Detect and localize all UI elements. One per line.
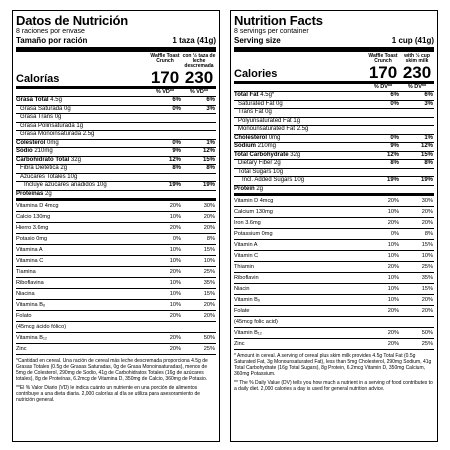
- vitamin-name: Niacina: [16, 291, 35, 297]
- dv-cereal: 6%: [390, 92, 399, 98]
- vitamin-row: [16, 223, 216, 234]
- nutrient-amount: 0g: [265, 109, 272, 115]
- dv-cereal: 0%: [390, 100, 399, 107]
- nutrient-amount: 10g: [67, 173, 78, 180]
- nutrient-name: [16, 182, 148, 190]
- dv-cereal: 20%: [169, 269, 181, 275]
- calories-label: Calories: [234, 68, 278, 80]
- dv-cereal: 10%: [169, 258, 181, 264]
- nutrient-label: Grasa Polinsaturada: [20, 122, 75, 129]
- dv-cereal: 20%: [387, 198, 399, 204]
- dv-with-milk: 20%: [203, 313, 215, 319]
- column-header-cereal: Waffle Toast Crunch: [368, 53, 398, 64]
- dv-cereal: 12%: [386, 151, 399, 158]
- nutrient-name: [16, 131, 148, 139]
- dv-cereal: 19%: [386, 177, 399, 183]
- nutrient-row: [234, 118, 434, 127]
- column-header-with-milk: with ½ cup skim milk: [404, 53, 430, 64]
- vitamin-name: Iron 3.6mg: [234, 220, 261, 226]
- nutrient-label: Carbohidrato Total: [16, 156, 70, 163]
- dv-with-milk: 20%: [203, 302, 215, 308]
- dv-with-milk: 8%: [206, 236, 215, 242]
- calories-cereal: 170: [150, 68, 180, 87]
- dv-cereal: 20%: [387, 341, 399, 347]
- nutrient-row: [16, 191, 216, 202]
- vitamin-name: Folato: [16, 313, 32, 319]
- serving-size-label: Serving size: [234, 36, 281, 45]
- dv-cereal: 0%: [172, 139, 181, 146]
- dv-with-milk: 15%: [203, 247, 215, 253]
- dv-with-milk: 20%: [203, 214, 215, 220]
- dv-cereal: 0%: [390, 134, 399, 141]
- vitamin-row: [234, 196, 434, 207]
- calories-row: [16, 69, 216, 89]
- dv-with-milk: 1%: [424, 134, 433, 141]
- dv-cereal: 12%: [168, 156, 181, 163]
- nutrient-amount: 210mg: [34, 148, 53, 154]
- nutrient-label: Monounsaturated Fat: [238, 126, 296, 132]
- dv-with-milk: 20%: [203, 225, 215, 231]
- vitamin-name: Calcium 130mg: [234, 209, 273, 215]
- vitamin-row: [16, 212, 216, 223]
- dv-with-milk: 15%: [421, 286, 433, 292]
- vitamin-name: Vitamin A: [234, 242, 258, 248]
- nutrient-label: Total Fat: [234, 92, 259, 98]
- dv-cereal: 20%: [387, 308, 399, 314]
- dv-with-milk: 3%: [424, 100, 433, 107]
- vitamin-row: [16, 256, 216, 267]
- dv-cereal: 10%: [387, 286, 399, 292]
- dv-header-cereal: % VD**: [155, 89, 175, 95]
- dv-with-milk: 20%: [421, 297, 433, 303]
- vitamin-row: [16, 322, 216, 333]
- nutrient-row: [234, 135, 434, 144]
- dv-with-milk: 25%: [421, 264, 433, 270]
- vitamin-row: [234, 317, 434, 328]
- nutrient-amount: 10g: [294, 177, 305, 183]
- dv-with-milk: 35%: [203, 280, 215, 286]
- dv-cereal: 10%: [169, 214, 181, 220]
- dv-with-milk: 50%: [203, 335, 215, 341]
- dv-with-milk: 15%: [203, 291, 215, 297]
- nutrient-name: [16, 165, 148, 173]
- nutrient-list: [234, 92, 434, 196]
- nutrient-amount: 0mg: [47, 139, 59, 146]
- nutrient-label: Grasa Monoinsaturada: [20, 131, 82, 137]
- nutrient-row: [234, 152, 434, 161]
- nutrient-name: [234, 177, 366, 185]
- nutrient-label: Colesterol: [16, 139, 46, 146]
- vitamin-list: [234, 196, 434, 350]
- calories-with-milk: 230: [402, 63, 432, 82]
- serving-size-row: [16, 36, 216, 52]
- column-header-with-milk: con ½ taza de leche descremada: [182, 53, 216, 69]
- dv-cereal: 20%: [169, 203, 181, 209]
- vitamin-name: (45mcg ácido fólico): [16, 324, 67, 330]
- nutrient-label: Grasa Total: [16, 97, 49, 103]
- serving-size-value: 1 cup (41g): [391, 36, 434, 45]
- vitamin-row: [234, 207, 434, 218]
- nutrient-name: [234, 186, 366, 194]
- vitamin-name: Vitamin D 4mcg: [234, 198, 274, 204]
- dv-cereal: 20%: [387, 264, 399, 270]
- nutrient-row: [16, 157, 216, 166]
- dv-cereal: 0%: [172, 236, 181, 242]
- footnote-amount: * Amount in cereal. A serving of cereal plus skim milk provides 4.5g Total Fat (0.5g Saturated Fat, 3g Monounsaturated Fat), less than 5mg Cholesterol, 290mg Sodium, 41g Total Carbohydrate (16g Total Sugars), 8g Protein, 6.2mcg Vitamin D, 350mg Calcium, 360mg Potassium.: [234, 353, 432, 377]
- nutrient-amount: 4.5g: [50, 97, 62, 103]
- dv-with-milk: 19%: [420, 177, 433, 183]
- dv-cereal: 10%: [169, 280, 181, 286]
- vitamin-row: [16, 300, 216, 311]
- vitamin-row: [16, 245, 216, 256]
- nutrient-name: [16, 140, 148, 148]
- nutrient-label: Polyunsaturated Fat: [238, 117, 292, 124]
- dv-cereal: 20%: [387, 330, 399, 336]
- nutrient-amount: 10g: [96, 182, 107, 188]
- vitamin-name: Niacin: [234, 286, 250, 292]
- daily-value-header: [234, 84, 434, 92]
- nutrient-label: Fibra Dietética: [20, 165, 59, 171]
- dv-with-milk: 15%: [421, 242, 433, 248]
- dv-with-milk: 8%: [206, 165, 215, 171]
- vitamin-name: Riboflavina: [16, 280, 44, 286]
- vitamin-name: Riboflavin: [234, 275, 259, 281]
- vitamin-list: [16, 201, 216, 355]
- vitamin-name: Calcio 130mg: [16, 214, 51, 220]
- panel-title: Nutrition Facts: [234, 13, 323, 28]
- nutrient-row: [16, 165, 216, 174]
- nutrient-row: [16, 97, 216, 106]
- nutrient-name: [234, 169, 366, 177]
- footnote-amount: *Cantidad en cereal. Una ración de cereal más leche descremada proporciona 4.5g de Grasas Totales (0.5g de Grasas Saturadas, 0g de Grasa Monoinsaturadas), menos de 5mg de Colesterol, 290mg de Sodio, 41g de Carbohidratos Totales (16g de azúcares totales), 8g de Proteínas, 6.2mcg de Vitamina D, 350mg de Calcio, 360mg de Potasio.: [16, 358, 208, 382]
- nutrient-name: [16, 191, 148, 199]
- dv-with-milk: 6%: [424, 92, 433, 98]
- dv-with-milk: 50%: [421, 330, 433, 336]
- nutrient-label: Grasa Saturada: [20, 105, 63, 112]
- dv-cereal: 10%: [387, 209, 399, 215]
- nutrient-amount: 2g: [256, 185, 264, 192]
- vitamin-row: [16, 201, 216, 212]
- footnote-daily-value: **El % Valor Diario (VD) le indica cuánto un nutriente en una porción de alimentos contribuye a una dieta diaria. 2,000 calorías al día se utiliza para asesoramiento de nutrición general.: [16, 385, 201, 403]
- nutrient-amount: 2g: [45, 190, 52, 197]
- vitamin-name: (45mcg folic acid): [234, 319, 278, 325]
- dv-with-milk: 1%: [206, 139, 215, 146]
- vitamin-row: [234, 306, 434, 317]
- vitamin-name: Zinc: [16, 346, 27, 352]
- nutrient-amount: 32g: [70, 156, 81, 163]
- calories-with-milk: 230: [184, 68, 214, 87]
- dv-cereal: 19%: [168, 182, 181, 188]
- serving-size-row: [234, 36, 434, 52]
- nutrient-label: Sodio: [16, 148, 33, 154]
- dv-cereal: 20%: [169, 313, 181, 319]
- nutrient-name: [234, 160, 366, 168]
- column-headers: [16, 52, 216, 69]
- dv-with-milk: 12%: [202, 148, 215, 154]
- dv-cereal: 8%: [172, 165, 181, 171]
- footnote-daily-value: ** The % Daily Value (DV) tells you how much a nutrient in a serving of food contributes to a daily diet. 2,000 calories a day is used for general nutrition advice.: [234, 380, 433, 392]
- nutrient-name: [16, 106, 148, 114]
- vitamin-name: Vitamin B₆: [234, 297, 261, 303]
- nutrient-label: Incluye azúcares añadidos: [24, 182, 96, 188]
- vitamin-row: [234, 262, 434, 273]
- dv-with-milk: 10%: [203, 258, 215, 264]
- dv-with-milk: 25%: [421, 341, 433, 347]
- nutrient-amount: 2.5g: [82, 131, 95, 137]
- dv-with-milk: 25%: [203, 346, 215, 352]
- nutrient-row: [16, 174, 216, 183]
- dv-cereal: 8%: [390, 160, 399, 166]
- nutrient-amount: 2g: [274, 160, 281, 166]
- dv-with-milk: 20%: [421, 209, 433, 215]
- dv-with-milk: 10%: [421, 253, 433, 259]
- dv-with-milk: 6%: [206, 97, 215, 103]
- dv-with-milk: 30%: [421, 198, 433, 204]
- dv-with-milk: 35%: [421, 275, 433, 281]
- dv-with-milk: 8%: [424, 160, 433, 166]
- nutrient-row: [16, 123, 216, 132]
- dv-with-milk: 15%: [420, 151, 433, 158]
- vitamin-name: Potasio 0mg: [16, 236, 48, 242]
- nutrient-name: [16, 114, 148, 122]
- nutrient-row: [234, 186, 434, 197]
- servings-per-container: 8 servings per container: [234, 28, 309, 35]
- nutrient-name: [234, 92, 366, 100]
- dv-cereal: 0%: [390, 231, 399, 237]
- nutrient-row: [234, 177, 434, 186]
- nutrient-name: [234, 126, 366, 134]
- nutrient-amount: 2g: [60, 165, 68, 171]
- vitamin-name: Folate: [234, 308, 250, 314]
- vitamin-name: Vitamin C: [234, 253, 259, 259]
- nutrient-label: Total Sugars: [238, 168, 272, 175]
- nutrition-panel-english: [230, 10, 438, 442]
- nutrient-name: [16, 97, 148, 105]
- dv-cereal: 10%: [169, 247, 181, 253]
- dv-cereal: 10%: [387, 242, 399, 248]
- dv-with-milk: 25%: [203, 269, 215, 275]
- vitamin-row: [16, 267, 216, 278]
- nutrient-label: Protein: [234, 185, 255, 192]
- vitamin-row: [16, 333, 216, 344]
- vitamin-row: [234, 273, 434, 284]
- vitamin-row: [16, 289, 216, 300]
- nutrient-name: [234, 118, 366, 126]
- dv-cereal: 6%: [172, 97, 181, 103]
- vitamin-name: Vitamina D 4mcg: [16, 203, 59, 209]
- nutrient-amount: 210mg: [257, 143, 277, 149]
- calories-cereal: 170: [368, 63, 398, 82]
- nutrient-name: [234, 109, 366, 117]
- nutrient-name: [16, 157, 148, 165]
- nutrient-amount: 32g: [290, 151, 301, 158]
- nutrient-row: [16, 106, 216, 115]
- vitamin-row: [234, 251, 434, 262]
- dv-cereal: 0%: [172, 105, 181, 112]
- nutrient-label: Total Carbohydrate: [234, 151, 289, 158]
- dv-header-cereal: % DV**: [373, 84, 393, 90]
- nutrient-amount: 10g: [273, 168, 284, 175]
- vitamin-name: Zinc: [234, 341, 245, 347]
- nutrient-label: Sodium: [234, 143, 256, 149]
- nutrient-name: [234, 143, 366, 151]
- nutrient-row: [234, 92, 434, 101]
- nutrient-label: Grasa Trans: [20, 114, 54, 120]
- nutrient-label: Proteínas: [16, 190, 44, 197]
- nutrient-amount: 2.5g: [296, 126, 309, 132]
- nutrient-name: [16, 148, 148, 156]
- panel-title: Datos de Nutrición: [16, 13, 128, 28]
- vitamin-name: Thiamin: [234, 264, 254, 270]
- nutrient-name: [234, 152, 366, 160]
- vitamin-name: Tiamina: [16, 269, 36, 275]
- vitamin-row: [16, 344, 216, 355]
- dv-with-milk: 3%: [206, 105, 215, 112]
- dv-cereal: 20%: [169, 335, 181, 341]
- servings-per-container: 8 raciones por envase: [16, 28, 85, 35]
- vitamin-name: Vitamina A: [16, 247, 43, 253]
- dv-cereal: 20%: [387, 220, 399, 226]
- dv-cereal: 10%: [387, 275, 399, 281]
- vitamin-row: [234, 339, 434, 350]
- dv-cereal: 9%: [172, 148, 181, 154]
- dv-cereal: 10%: [387, 297, 399, 303]
- nutrient-row: [234, 126, 434, 135]
- dv-cereal: 9%: [390, 143, 399, 149]
- nutrient-amount: 0g: [64, 105, 71, 112]
- nutrient-row: [16, 140, 216, 149]
- dv-cereal: 20%: [169, 346, 181, 352]
- column-header-cereal: Waffle Toast Crunch: [150, 53, 180, 64]
- dv-header-with-milk: % VD**: [189, 89, 209, 95]
- nutrient-row: [16, 131, 216, 140]
- nutrient-row: [234, 101, 434, 110]
- calories-label: Calorías: [16, 73, 60, 85]
- nutrient-row: [234, 109, 434, 118]
- dv-with-milk: 30%: [203, 203, 215, 209]
- daily-value-header: [16, 89, 216, 97]
- vitamin-row: [234, 328, 434, 339]
- vitamin-name: Vitamin B₁₂: [234, 330, 262, 336]
- nutrient-amount: 1g: [76, 122, 84, 129]
- nutrient-name: [16, 174, 148, 182]
- dv-with-milk: 19%: [202, 182, 215, 188]
- dv-cereal: 10%: [169, 291, 181, 297]
- nutrient-amount: 4.5g*: [260, 92, 275, 98]
- vitamin-row: [234, 284, 434, 295]
- dv-with-milk: 15%: [202, 156, 215, 163]
- footnotes: [16, 355, 216, 403]
- nutrient-label: Incl. Added Sugars: [242, 177, 293, 183]
- nutrient-row: [16, 182, 216, 191]
- vitamin-row: [234, 218, 434, 229]
- vitamin-row: [16, 311, 216, 322]
- nutrient-row: [16, 148, 216, 157]
- dv-header-with-milk: % DV**: [407, 84, 427, 90]
- nutrient-name: [16, 123, 148, 131]
- dv-cereal: 10%: [169, 302, 181, 308]
- serving-size-value: 1 taza (41g): [172, 36, 216, 45]
- nutrient-list: [16, 97, 216, 201]
- nutrient-label: Trans Fat: [238, 109, 264, 115]
- nutrient-amount: 1g: [293, 117, 301, 124]
- dv-cereal: 10%: [387, 253, 399, 259]
- nutrient-row: [234, 169, 434, 178]
- nutrient-row: [234, 143, 434, 152]
- dv-with-milk: 20%: [421, 220, 433, 226]
- nutrient-amount: 0mg: [268, 134, 281, 141]
- nutrient-amount: 0g: [276, 100, 283, 107]
- nutrient-label: Dietary Fiber: [238, 160, 273, 166]
- vitamin-row: [234, 295, 434, 306]
- serving-size-label: Tamaño por ración: [16, 36, 88, 45]
- nutrient-label: Saturated Fat: [238, 100, 275, 107]
- vitamin-name: Vitamina C: [16, 258, 44, 264]
- nutrient-label: Azúcares Totales: [20, 173, 66, 180]
- vitamin-name: Hierro 3.6mg: [16, 225, 49, 231]
- vitamin-row: [234, 229, 434, 240]
- vitamin-row: [16, 278, 216, 289]
- calories-row: [234, 64, 434, 84]
- dv-with-milk: 20%: [421, 308, 433, 314]
- nutrient-amount: 0g: [54, 114, 62, 120]
- nutrient-row: [16, 114, 216, 123]
- vitamin-name: Vitamina B₁₂: [16, 335, 48, 341]
- nutrition-panel-spanish: [12, 10, 220, 442]
- nutrient-row: [234, 160, 434, 169]
- vitamin-row: [234, 240, 434, 251]
- vitamin-row: [16, 234, 216, 245]
- vitamin-name: Potassium 0mg: [234, 231, 273, 237]
- nutrient-name: [234, 101, 366, 109]
- nutrient-label: Cholesterol: [234, 134, 268, 141]
- vitamin-name: Vitamina B₆: [16, 302, 46, 308]
- dv-cereal: 20%: [169, 225, 181, 231]
- dv-with-milk: 8%: [424, 231, 433, 237]
- nutrient-name: [234, 135, 366, 143]
- dv-with-milk: 12%: [420, 143, 433, 149]
- footnotes: [234, 350, 434, 392]
